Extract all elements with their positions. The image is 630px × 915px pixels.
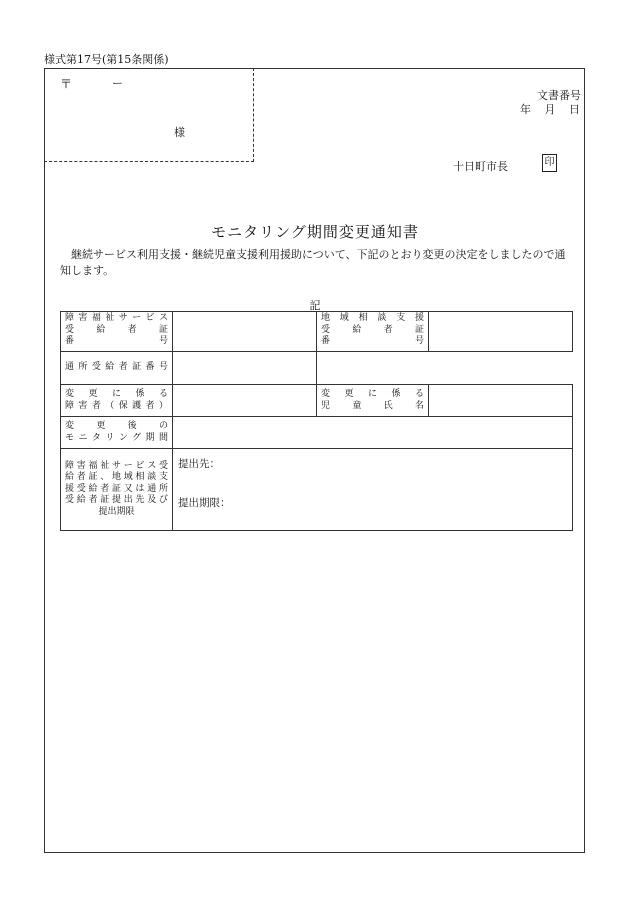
document-date-label: 年 月 日 [520,103,581,116]
table-row [61,385,573,417]
submission-destination-label: 提出先： [178,458,220,470]
recipient-honorific: 様 [174,126,185,139]
ki-label: 記 [309,299,321,312]
table-row [61,449,573,531]
document-title: モニタリング期間変更通知書 [211,223,419,241]
person-label: 変 更 に 係 る 障害者（保護者） [61,385,173,417]
seal-icon: 印 [542,154,557,172]
person-name-field[interactable] [173,385,317,417]
monitoring-period-label: 変 更 後 の モニタリング期間 [61,417,173,449]
form-number-label: 様式第17号(第15条関係) [44,53,169,66]
table-row [61,312,573,352]
child-label: 変 更 に 係 る 児 童 氏 名 [317,385,429,417]
day-support-cert-label: 通所受給者証番号 [61,352,173,385]
document-number-label: 文書番号 [537,89,581,102]
address-box [44,68,254,162]
welfare-cert-number-field[interactable] [173,312,317,352]
postal-code-dash: ー [112,77,123,90]
community-cert-label: 地 域 相 談 支 援 受 給 者 証 番 号 [317,312,429,352]
issuer-name: 十日町市長 [453,160,508,173]
submission-field[interactable] [173,449,573,531]
submission-label: 障害福祉サービス受 給者証、地域相談支 援受給者証又は通所 受給者証提出先及び 提出期限 [61,449,173,531]
community-cert-number-field[interactable] [429,312,573,352]
monitoring-period-field[interactable] [173,417,573,449]
empty-cell [317,352,573,385]
welfare-cert-label: 障害福祉サービス 受 給 者 証 番 号 [61,312,173,352]
table-row [61,417,573,449]
postal-mark: 〒 [60,77,73,91]
submission-deadline-label: 提出期限： [178,496,231,509]
day-support-cert-number-field[interactable] [173,352,317,385]
table-row [61,352,573,385]
detail-table [60,311,573,531]
child-name-field[interactable] [429,385,573,417]
body-text: 継続サービス利用支援・継続児童支援利用援助について、下記のとおり変更の決定をしましたので通知します。 [60,248,566,277]
